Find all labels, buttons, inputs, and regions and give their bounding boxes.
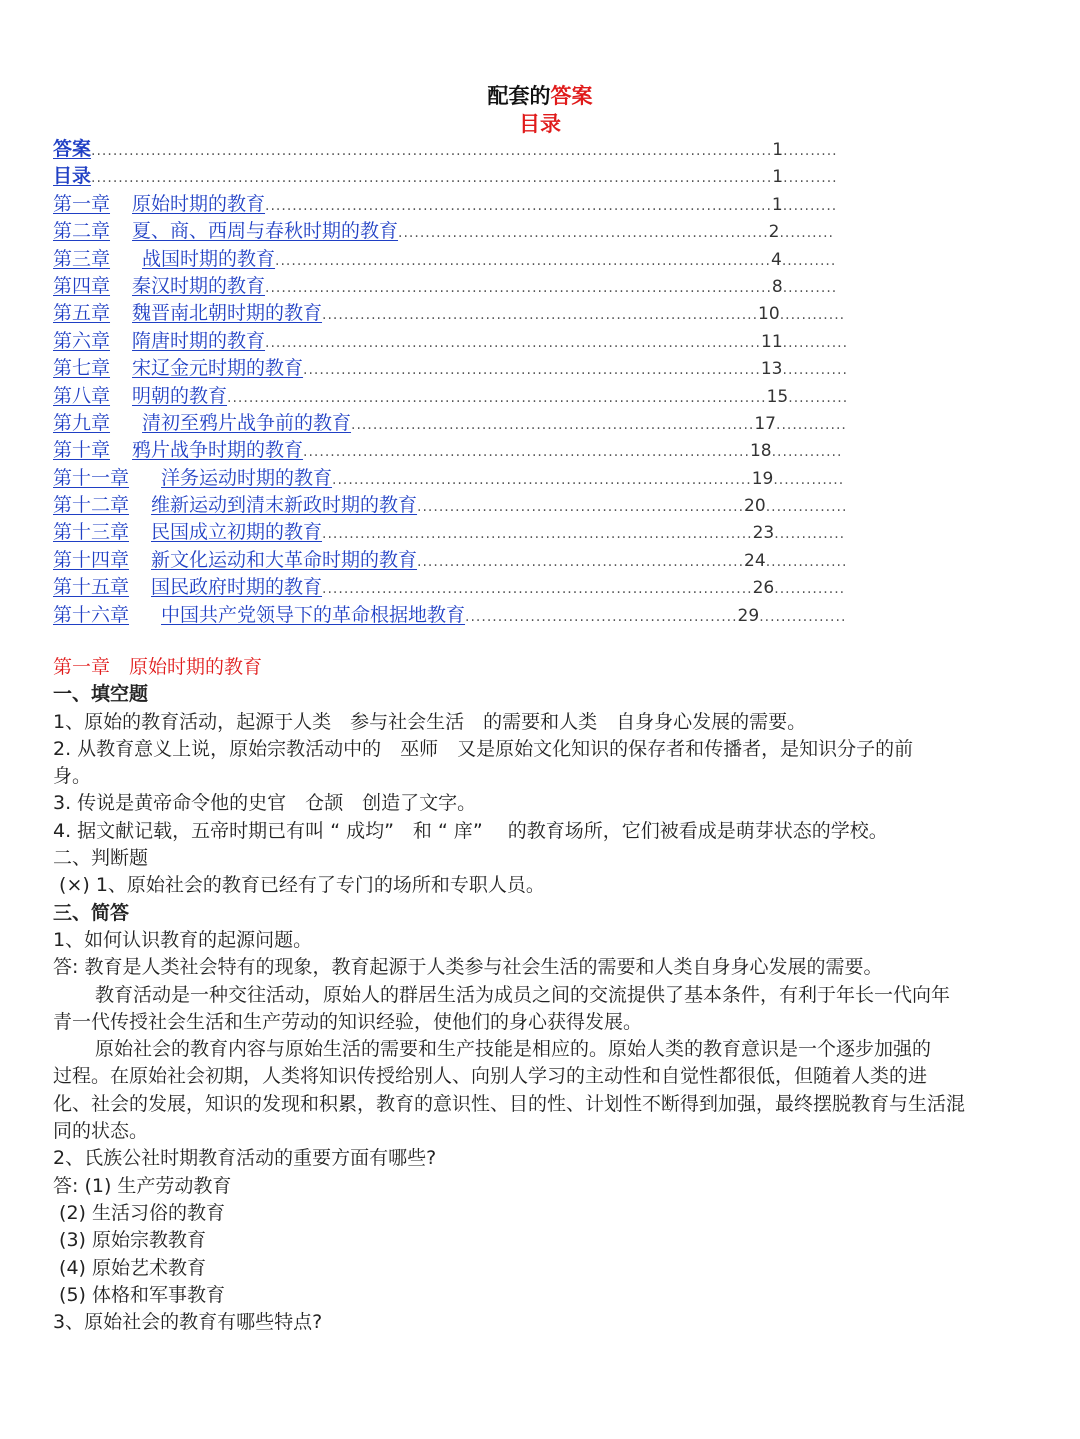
toc-trailing-dots: ............ xyxy=(782,334,849,351)
title-part-2: 答案 xyxy=(550,84,593,108)
toc-page-number: 1 xyxy=(772,167,784,188)
toc-row[interactable] xyxy=(53,547,853,574)
toc-leader-dots: ............................................................................... xyxy=(322,581,753,598)
toc-page-number: 24 xyxy=(744,550,766,571)
toc-trailing-dots: .......... xyxy=(781,252,837,269)
document-title xyxy=(0,82,1080,110)
toc-row[interactable] xyxy=(53,465,853,492)
toc-page-number: 10 xyxy=(758,304,780,325)
short-question-1: 1、如何认识教育的起源问题。 xyxy=(53,928,313,951)
section-heading-judgement: 二、判断题 xyxy=(53,847,149,870)
question-3: 3. 传说是黄帝命令他的史官 仓颉 创造了文字。 xyxy=(53,792,477,815)
toc-page-number: 20 xyxy=(744,496,766,517)
toc-chapter-title: 维新运动到清末新政时期的教育 xyxy=(151,494,418,517)
toc-leader-dots: ................................................................................ xyxy=(322,307,759,324)
toc-title: 目录 xyxy=(519,112,561,136)
toc-leader-dots: ............................................................................................................................. xyxy=(91,143,773,159)
toc-chapter-title: 鸦片战争时期的教育 xyxy=(132,439,304,462)
toc-row[interactable] xyxy=(53,246,853,273)
toc-link[interactable] xyxy=(53,330,265,352)
toc-leader-dots: ............................................................................................................................. xyxy=(91,170,773,187)
toc-leader-dots: ............................................................................. xyxy=(332,471,752,488)
toc-leader-dots: .................................................................................... xyxy=(303,362,761,379)
answer-2-item-2: (2) 生活习俗的教育 xyxy=(53,1201,226,1224)
toc-link[interactable] xyxy=(53,494,417,516)
toc-link[interactable] xyxy=(53,549,417,571)
toc-page-number: 1 xyxy=(771,194,783,215)
toc-chapter-title: 夏、商、西周与春秋时期的教育 xyxy=(132,220,399,243)
toc-trailing-dots: ........... xyxy=(788,389,849,406)
toc-chapter-title: 原始时期的教育 xyxy=(132,192,266,215)
toc-chapter-number: 第九章 xyxy=(53,411,111,434)
toc-link[interactable] xyxy=(53,302,322,324)
toc-link[interactable] xyxy=(53,165,91,187)
toc-row[interactable] xyxy=(53,218,853,245)
section-heading-short-answer: 三、简答 xyxy=(53,901,130,924)
title-part-1: 配套的 xyxy=(487,84,551,108)
toc-chapter-title: 中国共产党领导下的革命根据地教育 xyxy=(161,603,466,626)
toc-leader-dots: .................................................................................. xyxy=(303,444,750,461)
toc-page-number: 8 xyxy=(771,276,783,297)
toc-chapter-number: 第十五章 xyxy=(53,576,130,599)
toc-chapter-number: 第十四章 xyxy=(53,548,130,571)
toc-leader-dots: ............................................................................................. xyxy=(265,279,772,296)
toc-link[interactable] xyxy=(53,193,265,215)
question-1: 1、原始的教育活动，起源于人类 参与社会生活 的需要和人类 自身身心发展的需要。 xyxy=(53,710,807,733)
toc-link[interactable] xyxy=(53,138,91,160)
toc-leader-dots: .......................................................................... xyxy=(351,416,755,433)
toc-link[interactable] xyxy=(53,576,322,598)
toc-chapter-title: 清初至鸦片战争前的教育 xyxy=(142,411,352,434)
toc-chapter-number: 第八章 xyxy=(53,384,111,407)
toc-leader-dots: ............................................................ xyxy=(417,553,745,570)
toc-row[interactable] xyxy=(53,602,853,629)
toc-leader-dots: .................................................. xyxy=(465,608,738,625)
toc-trailing-dots: ............ xyxy=(782,362,848,379)
toc-trailing-dots: .......... xyxy=(783,170,838,187)
toc-trailing-dots: ............ xyxy=(779,307,846,324)
toc-page-number: 11 xyxy=(761,331,783,352)
toc-link[interactable] xyxy=(53,275,265,297)
toc-chapter-number: 第十六章 xyxy=(53,603,130,626)
toc-chapter-number: 第三章 xyxy=(53,247,111,270)
toc-leader-dots: .................................................................... xyxy=(398,225,769,242)
toc-chapter-title: 新文化运动和大革命时期的教育 xyxy=(151,548,418,571)
toc-link[interactable] xyxy=(53,357,303,379)
toc-link[interactable] xyxy=(53,412,351,434)
short-question-3: 3、原始社会的教育有哪些特点? xyxy=(53,1311,323,1334)
answer-1-paragraph-3-line-3: 化、社会的发展，知识的发现和积累，教育的意识性、目的性、计划性不断得到加强，最终摆脱教育与生活混 xyxy=(53,1092,966,1115)
chapter-heading: 第一章 原始时期的教育 xyxy=(53,656,263,678)
toc-chapter-number: 第七章 xyxy=(53,357,111,380)
toc-trailing-dots: ............. xyxy=(771,444,843,461)
toc-leader-dots: ............................................................................................. xyxy=(265,197,772,214)
toc-row[interactable] xyxy=(53,519,853,546)
answer-1-paragraph-3-line-2: 过程。在原始社会初期，人类将知识传授给别人、向别人学习的主动性和自觉性都很低，但随着人类的进 xyxy=(53,1065,928,1088)
toc-chapter-number: 第十章 xyxy=(53,439,111,462)
toc-chapter-title: 明朝的教育 xyxy=(132,384,228,407)
toc-link[interactable] xyxy=(53,604,465,626)
toc-trailing-dots: ............. xyxy=(774,526,846,543)
toc-page-number: 15 xyxy=(766,386,789,407)
toc-chapter-number: 答案 xyxy=(53,138,92,160)
answer-2-item-4: (4) 原始艺术教育 xyxy=(53,1256,207,1279)
toc-chapter-number: 第十一章 xyxy=(53,466,130,489)
toc-trailing-dots: .......... xyxy=(782,197,838,214)
section-heading-fill-blank: 一、填空题 xyxy=(53,683,149,706)
toc-page-number: 17 xyxy=(754,413,776,434)
toc-chapter-number: 第十二章 xyxy=(53,494,130,517)
toc-page-number: 4 xyxy=(771,249,782,270)
toc-trailing-dots: ............. xyxy=(773,471,845,488)
toc-trailing-dots: ................ xyxy=(759,608,847,625)
answer-2-item-5: (5) 体格和军事教育 xyxy=(53,1283,226,1306)
toc-chapter-number: 第一章 xyxy=(53,192,111,215)
toc-page-number: 2 xyxy=(768,222,780,243)
answer-2-item-1: 答: (1) 生产劳动教育 xyxy=(53,1174,232,1197)
toc-trailing-dots: ............... xyxy=(765,499,848,516)
toc-leader-dots: ........................................................................................... xyxy=(265,334,761,351)
toc-trailing-dots: .......... xyxy=(779,225,834,242)
toc-chapter-title: 战国时期的教育 xyxy=(142,247,276,270)
toc-row[interactable] xyxy=(53,437,853,464)
question-4: 4. 据文献记载，五帝时期已有叫 “ 成均” 和 “ 庠” 的教育场所，它们被看成是萌芽状态的学校。 xyxy=(53,819,888,842)
toc-page-number: 29 xyxy=(737,605,760,626)
toc-trailing-dots: .......... xyxy=(783,143,838,159)
toc-chapter-number: 第二章 xyxy=(53,220,111,243)
toc-row[interactable] xyxy=(53,273,853,300)
toc-leader-dots: ............................................................................... xyxy=(322,526,753,543)
answer-1-paragraph-3-line-4: 同的状态。 xyxy=(53,1120,149,1143)
toc-link[interactable] xyxy=(53,439,303,461)
toc-trailing-dots: .......... xyxy=(782,279,838,296)
toc-page-number: 23 xyxy=(752,523,775,544)
toc-row[interactable] xyxy=(53,136,853,163)
answer-2-item-3: (3) 原始宗教教育 xyxy=(53,1229,207,1252)
toc-chapter-number: 第五章 xyxy=(53,302,111,325)
toc-row[interactable] xyxy=(53,355,853,382)
toc-row[interactable] xyxy=(53,410,853,437)
toc-chapter-title: 魏晋南北朝时期的教育 xyxy=(132,302,323,325)
toc-row[interactable] xyxy=(53,383,853,410)
toc-row[interactable] xyxy=(53,328,853,355)
toc-row[interactable] xyxy=(53,191,853,218)
toc-row[interactable] xyxy=(53,163,853,190)
answer-1-line-1: 答: 教育是人类社会特有的现象，教育起源于人类参与社会生活的需要和人类自身身心发展的需要。 xyxy=(53,956,883,979)
toc-chapter-title: 隋唐时期的教育 xyxy=(132,329,266,352)
short-question-2: 2、氏族公社时期教育活动的重要方面有哪些? xyxy=(53,1147,437,1170)
toc-row[interactable] xyxy=(53,492,853,519)
toc-page-number: 19 xyxy=(751,468,774,489)
toc-leader-dots: ............................................................ xyxy=(417,499,745,516)
toc-trailing-dots: ............... xyxy=(765,553,848,570)
toc-link[interactable] xyxy=(53,248,275,270)
toc-chapter-number: 目录 xyxy=(53,165,92,188)
answer-1-paragraph-3-line-1: 原始社会的教育内容与原始生活的需要和生产技能是相应的。原始人类的教育意识是一个逐步加强的 xyxy=(95,1038,932,1061)
toc-chapter-title: 秦汉时期的教育 xyxy=(132,274,266,297)
toc-chapter-number: 第六章 xyxy=(53,329,111,352)
toc-link[interactable] xyxy=(53,521,322,543)
toc-row[interactable] xyxy=(53,300,853,327)
answer-1-paragraph-2-line-1: 教育活动是一种交往活动，原始人的群居生活为成员之间的交流提供了基本条件，有利于年长一代向年 xyxy=(95,983,951,1006)
toc-trailing-dots: ............. xyxy=(774,581,846,598)
toc-link[interactable] xyxy=(53,220,398,242)
toc-page-number: 26 xyxy=(752,578,775,599)
toc-trailing-dots: ............. xyxy=(776,416,847,433)
answer-1-paragraph-2-line-2: 青一代传授社会生活和生产劳动的知识经验，使他们的身心获得发展。 xyxy=(53,1010,643,1033)
toc-chapter-title: 宋辽金元时期的教育 xyxy=(132,357,304,380)
question-2-line-1: 2. 从教育意义上说，原始宗教活动中的 巫师 又是原始文化知识的保存者和传播者，是知识分子的前 xyxy=(53,737,914,760)
toc-leader-dots: ........................................................................................... xyxy=(275,252,771,269)
toc-chapter-title: 国民政府时期的教育 xyxy=(151,576,323,599)
toc-page-number: 1 xyxy=(772,140,784,160)
toc-chapter-number: 第十三章 xyxy=(53,521,130,544)
toc-link[interactable] xyxy=(53,467,332,489)
toc-row[interactable] xyxy=(53,574,853,601)
toc-leader-dots: ................................................................................................... xyxy=(227,389,767,406)
toc-page-number: 18 xyxy=(749,441,772,462)
table-of-contents xyxy=(53,136,853,629)
toc-chapter-title: 洋务运动时期的教育 xyxy=(161,466,333,489)
toc-chapter-title: 民国成立初期的教育 xyxy=(151,521,323,544)
chapter-content xyxy=(53,654,1043,1336)
toc-page-number: 13 xyxy=(760,359,783,380)
toc-link[interactable] xyxy=(53,385,227,407)
question-2-line-2: 身。 xyxy=(53,765,92,788)
judgement-1: (×) 1、原始社会的教育已经有了专门的场所和专职人员。 xyxy=(53,874,545,897)
toc-chapter-number: 第四章 xyxy=(53,274,111,297)
